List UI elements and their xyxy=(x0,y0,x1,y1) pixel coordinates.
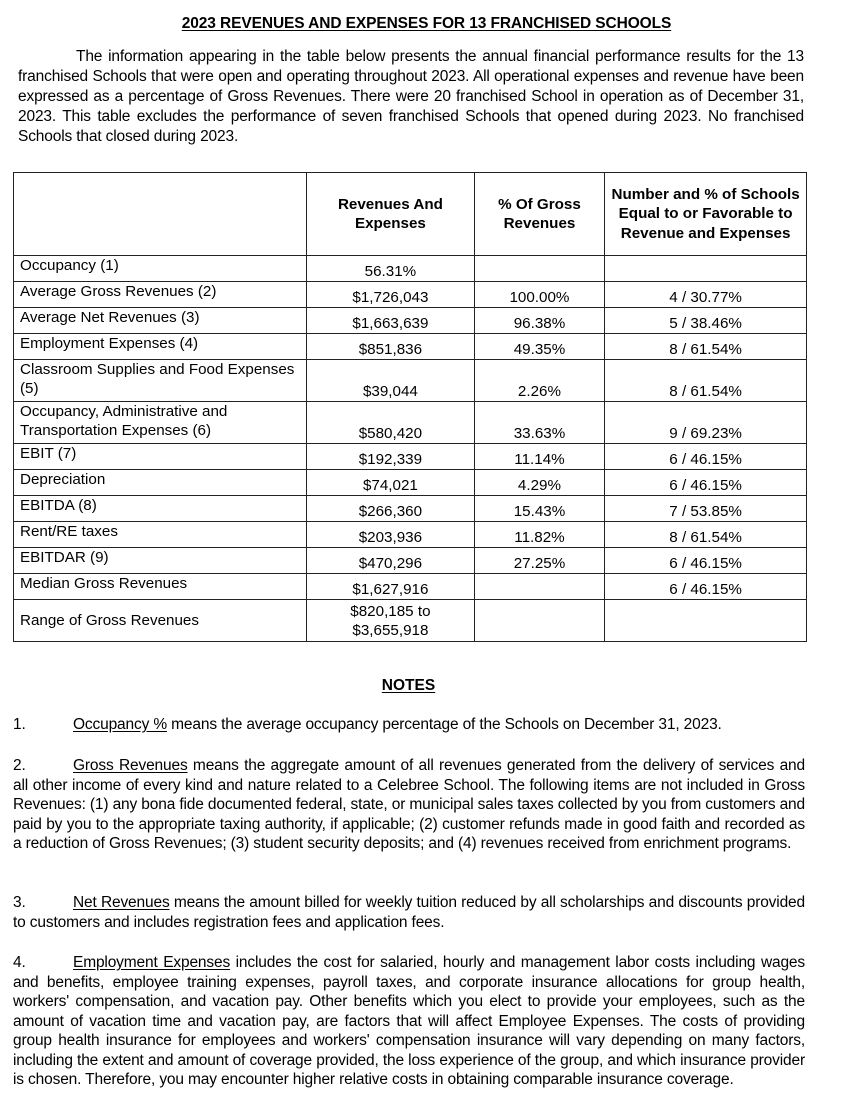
row-pct: 2.26% xyxy=(474,360,604,402)
row-label: Depreciation xyxy=(14,470,307,496)
note-term: Employment Expenses xyxy=(73,954,231,971)
note-number: 1. xyxy=(13,716,26,733)
note-number: 2. xyxy=(13,757,26,774)
note-2 xyxy=(13,756,805,854)
row-label: Employment Expenses (4) xyxy=(14,334,307,360)
row-pct: 4.29% xyxy=(474,470,604,496)
row-label: Occupancy (1) xyxy=(14,256,307,282)
notes-title xyxy=(0,677,817,695)
row-count: 9 / 69.23% xyxy=(605,402,807,444)
row-count: 8 / 61.54% xyxy=(605,360,807,402)
row-pct: 11.14% xyxy=(474,444,604,470)
table-row xyxy=(14,600,807,642)
row-count: 6 / 46.15% xyxy=(605,574,807,600)
row-pct: 27.25% xyxy=(474,548,604,574)
row-pct: 100.00% xyxy=(474,282,604,308)
row-amount: $580,420 xyxy=(307,402,475,444)
row-amount: 56.31% xyxy=(307,256,475,282)
row-amount: $1,627,916 xyxy=(307,574,475,600)
row-pct: 96.38% xyxy=(474,308,604,334)
row-count xyxy=(605,600,807,642)
note-term: Gross Revenues xyxy=(73,757,188,774)
row-pct xyxy=(474,600,604,642)
row-pct: 33.63% xyxy=(474,402,604,444)
header-pct-gross: % Of Gross Revenues xyxy=(474,173,604,256)
row-count: 4 / 30.77% xyxy=(605,282,807,308)
row-amount: $1,663,639 xyxy=(307,308,475,334)
row-amount: $266,360 xyxy=(307,496,475,522)
table-row xyxy=(14,470,807,496)
notes-title-text: NOTES xyxy=(381,677,436,694)
table-row xyxy=(14,548,807,574)
row-amount: $203,936 xyxy=(307,522,475,548)
note-text: means the average occupancy percentage of the Schools on December 31, 2023. xyxy=(166,716,722,733)
header-revenues-expenses: Revenues And Expenses xyxy=(307,173,475,256)
row-pct xyxy=(474,574,604,600)
table-row xyxy=(14,402,807,444)
document-title xyxy=(0,15,853,33)
row-label: EBITDA (8) xyxy=(14,496,307,522)
row-label: Occupancy, Administrative and Transportation Expenses (6) xyxy=(14,402,307,444)
row-label: Range of Gross Revenues xyxy=(14,600,307,642)
row-count: 8 / 61.54% xyxy=(605,522,807,548)
note-4 xyxy=(13,953,805,1090)
row-count: 8 / 61.54% xyxy=(605,334,807,360)
row-amount: $1,726,043 xyxy=(307,282,475,308)
row-label: Average Net Revenues (3) xyxy=(14,308,307,334)
row-count: 7 / 53.85% xyxy=(605,496,807,522)
row-count: 6 / 46.15% xyxy=(605,548,807,574)
row-amount: $74,021 xyxy=(307,470,475,496)
row-label: Median Gross Revenues xyxy=(14,574,307,600)
intro-paragraph: The information appearing in the table below presents the annual financial performance results for the 13 franchised Schools that were open and operating throughout 2023. All operational expenses and revenue have been expressed as a percentage of Gross Revenues. There were 20 franchised School in operation as of December 31, 2023. This table excludes the performance of seven franchised Schools that opened during 2023. No franchised Schools that closed during 2023. xyxy=(18,48,804,145)
document-title-text: 2023 REVENUES AND EXPENSES FOR 13 FRANCHISED SCHOOLS xyxy=(181,15,672,32)
table-header-row xyxy=(14,173,807,256)
row-amount: $820,185 to $3,655,918 xyxy=(307,600,475,642)
note-number: 4. xyxy=(13,954,26,971)
row-count xyxy=(605,256,807,282)
note-1 xyxy=(13,715,805,735)
table-row xyxy=(14,574,807,600)
row-count: 6 / 46.15% xyxy=(605,444,807,470)
note-number: 3. xyxy=(13,894,26,911)
row-pct: 11.82% xyxy=(474,522,604,548)
table-row xyxy=(14,334,807,360)
table-row xyxy=(14,496,807,522)
row-pct: 15.43% xyxy=(474,496,604,522)
header-number-pct-schools: Number and % of Schools Equal to or Favorable to Revenue and Expenses xyxy=(605,173,807,256)
table-row xyxy=(14,444,807,470)
row-label: Average Gross Revenues (2) xyxy=(14,282,307,308)
table-row xyxy=(14,308,807,334)
note-3 xyxy=(13,893,805,932)
row-amount: $192,339 xyxy=(307,444,475,470)
note-text: means the aggregate amount of all revenues generated from the delivery of services and all other income of every kind and nature related to a Celebree School. The following items are not included in Gross Revenues: (1) any bona fide documented federal, state, or municipal sales taxes collected by you from customers and paid by you to the appropriate taxing authority, if applicable; (2) customer refunds made in good faith and recorded as a reduction of Gross Revenues; (3) student security deposits; and (4) revenues received from enrichment programs. xyxy=(13,757,806,852)
note-term: Occupancy % xyxy=(73,716,167,733)
note-term: Net Revenues xyxy=(73,894,170,911)
note-text: includes the cost for salaried, hourly and management labor costs including wages and benefits, employee training expenses, payroll taxes, and corporate insurance allocations for group health, workers' compensation, and vacation pay. Other benefits which you elect to provide your employees, such as the amount of vacation time and vacation pay, are factors that will affect Employee Expenses. The costs of providing group health insurance for employees and workers' compensation insurance will vary depending on many factors, including the extent and amount of coverage provided, the loss experience of the group, and which insurance provider is chosen. Therefore, you may encounter higher relative costs in obtaining comparable insurance coverage. xyxy=(13,954,805,1088)
row-pct: 49.35% xyxy=(474,334,604,360)
row-count: 5 / 38.46% xyxy=(605,308,807,334)
table-row xyxy=(14,256,807,282)
financial-performance-table xyxy=(13,172,807,642)
row-label: Classroom Supplies and Food Expenses (5) xyxy=(14,360,307,402)
table-row xyxy=(14,282,807,308)
row-pct xyxy=(474,256,604,282)
row-label: EBITDAR (9) xyxy=(14,548,307,574)
row-label: Rent/RE taxes xyxy=(14,522,307,548)
row-count: 6 / 46.15% xyxy=(605,470,807,496)
row-amount: $851,836 xyxy=(307,334,475,360)
row-label: EBIT (7) xyxy=(14,444,307,470)
table-row xyxy=(14,360,807,402)
note-text: means the amount billed for weekly tuition reduced by all scholarships and discounts provided to customers and includes registration fees and application fees. xyxy=(13,894,805,931)
header-label xyxy=(14,173,307,256)
table-row xyxy=(14,522,807,548)
row-amount: $470,296 xyxy=(307,548,475,574)
row-amount: $39,044 xyxy=(307,360,475,402)
